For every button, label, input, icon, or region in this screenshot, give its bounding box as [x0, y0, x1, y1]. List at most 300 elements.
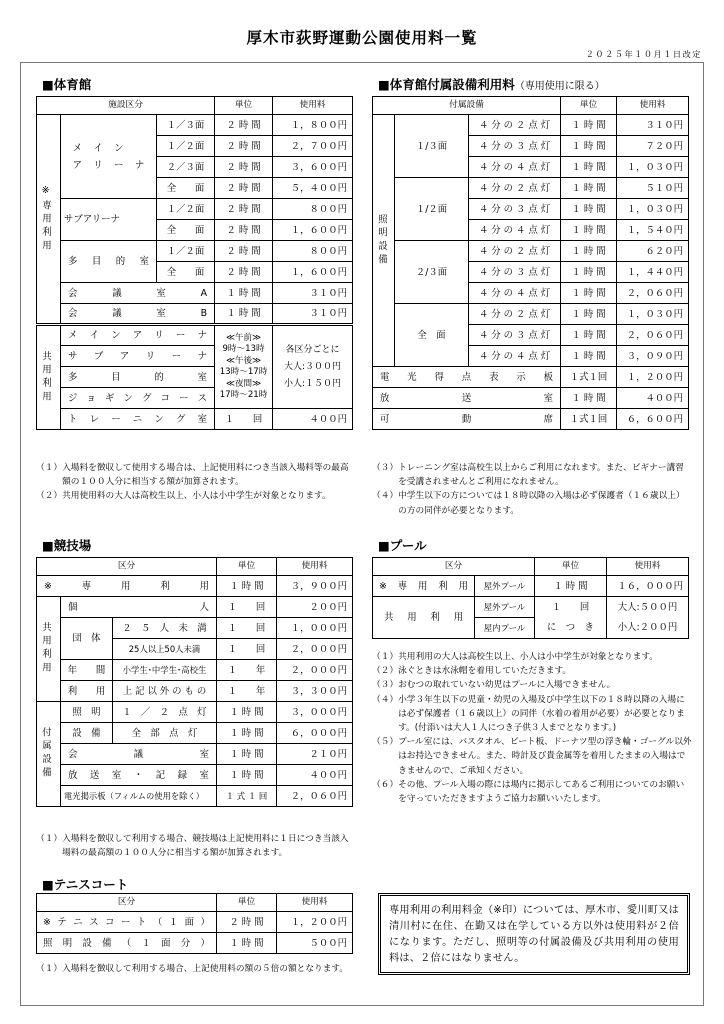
- c: 席: [543, 413, 554, 425]
- field-fee: ３，０００円: [277, 702, 353, 723]
- field-fee: ３，３００円: [277, 681, 353, 702]
- note-key: （１）: [36, 964, 63, 974]
- c: 用: [199, 580, 209, 592]
- lamp: ４ 分 の ４ 点 灯: [469, 283, 561, 304]
- c: 得: [434, 371, 444, 383]
- tennis-header-category: 区分: [37, 894, 217, 912]
- lamp-fee: ６２０円: [617, 241, 689, 262]
- c: 室: [543, 392, 554, 404]
- field-group-label: 団 体: [61, 618, 113, 660]
- shared-fee-note: 各区分ごとに: [285, 344, 340, 355]
- c: 設: [82, 937, 92, 949]
- c: ・: [133, 769, 144, 781]
- note-text: トレーニング室は高校生以上からご利用になれます。また、ビギナー講習を受講されませんとご利用になれません。: [398, 463, 684, 488]
- note-text: 共用利用の大人は高校生以上、小人は小中学生が対象となります。: [398, 652, 658, 662]
- equip-table: [372, 96, 689, 430]
- other-fee: １，２００円: [617, 367, 689, 388]
- lamp: ４ 分 の ３ 点 灯: [469, 325, 561, 346]
- lighting-label: 照明設備: [376, 213, 387, 268]
- c: ー: [171, 350, 182, 362]
- tennis-fee: ５００円: [277, 933, 353, 954]
- lamp-fee: ３，０９０円: [617, 346, 689, 367]
- gym-unit: ２ 時 間: [215, 115, 273, 136]
- shared-fee-child: 小人:１５０円: [284, 378, 342, 389]
- gym-unit: ２ 時 間: [215, 262, 273, 283]
- c: 室: [197, 413, 207, 425]
- c: 多: [68, 371, 78, 383]
- training-fee: ４００円: [273, 409, 353, 430]
- lamp-fee: １，０３０円: [617, 199, 689, 220]
- equip-notes: [372, 461, 692, 518]
- gym-room-a: [61, 283, 215, 304]
- c: 分: [180, 937, 191, 949]
- pool-exclusive-label: [373, 576, 475, 597]
- field-broadcast-label: [61, 765, 217, 786]
- c: 点: [461, 371, 472, 383]
- note-text: 中学生以下の方については１８時以降の入場は必ず保護者（１６歳以上）の方の同伴が必要となります。: [398, 491, 685, 516]
- c: テ: [57, 916, 67, 928]
- c: ）: [200, 937, 210, 949]
- lamp: ４ 分 の ３ 点 灯: [469, 136, 561, 157]
- note-key: （１）: [36, 834, 63, 844]
- c: コ: [160, 392, 170, 404]
- tennis-fee: １，２００円: [277, 912, 353, 933]
- field-fee: １，０００円: [277, 618, 353, 639]
- gym-fee: ３１０円: [273, 283, 353, 304]
- lamp-unit: １ 時 間: [561, 220, 617, 241]
- note-text: プール室には、バスタオル、ビート板、ドーナツ型の浮き輪・ゴーグル以外はお持込できません。また、時計及び貴金属等を着用したままの入場はできませんので、ご承知ください。: [398, 737, 692, 776]
- c: ）: [200, 916, 210, 928]
- c: メ: [68, 330, 78, 341]
- time-value: 13時〜17時: [219, 367, 268, 377]
- gym-area: 全 面: [157, 262, 215, 283]
- gym-area: 全 面: [157, 220, 215, 241]
- c: 用: [453, 612, 463, 623]
- main-arena-char: ナ: [134, 159, 145, 171]
- pool-place: 屋内プール: [475, 618, 535, 639]
- gym-table: [36, 96, 353, 430]
- c: 利: [430, 612, 440, 623]
- note-text: 泳ぐときは水泳帽を着用していただきます。: [398, 666, 572, 677]
- c: 放: [68, 769, 78, 781]
- c: 室: [111, 769, 122, 781]
- field-light-row: １ ／ ２ 点 灯: [113, 702, 217, 723]
- gym-area: １／３面: [157, 115, 215, 136]
- gym-group-shared-label: 共用利用: [40, 350, 51, 405]
- pool-header-fee: 使用料: [607, 558, 689, 576]
- field-fee: ４００円: [277, 765, 353, 786]
- field-attached-label: 付属設備: [40, 727, 51, 781]
- lighting-group: [373, 115, 395, 367]
- c: 室: [199, 769, 209, 781]
- main-arena-char: ン: [114, 142, 124, 154]
- gym-fee: ８００円: [273, 241, 353, 262]
- c: （: [121, 937, 132, 949]
- field-annual-row: 上 記 以 外 の も の: [113, 681, 217, 702]
- shared-item: [61, 409, 215, 430]
- shared-times: [215, 325, 273, 409]
- gym-unit: １ 時 間: [215, 283, 273, 304]
- gym-group-exclusive: [37, 115, 61, 325]
- c: 的: [154, 371, 164, 383]
- gym-unit: ２ 時 間: [215, 220, 273, 241]
- field-fee: ２，０００円: [277, 639, 353, 660]
- note-text: 入場料を徴収して利用する場合、上記使用料の額の５倍の額となります。: [62, 964, 349, 974]
- c: 議: [133, 748, 144, 760]
- field-display-label: 電光掲示板（フィルムの使用を除く）: [61, 786, 217, 807]
- field-shared-label: 共用利用: [40, 622, 51, 676]
- field-notes: [36, 832, 356, 860]
- c: ※: [44, 580, 52, 592]
- field-individual-label: [61, 597, 217, 618]
- c: ン: [111, 330, 121, 341]
- lighting-area: ２/３面: [395, 241, 469, 304]
- gym-header-fee: 使用料: [273, 97, 353, 115]
- main-arena-char: メ: [72, 142, 83, 154]
- training-unit: １ 回: [215, 409, 273, 430]
- lamp-fee: ７２０円: [617, 136, 689, 157]
- field-unit: １ 時 間: [217, 723, 277, 744]
- field-unit: １ 回: [217, 639, 277, 660]
- c: コ: [105, 916, 115, 928]
- c: 送: [89, 769, 100, 781]
- c: 電: [380, 371, 390, 383]
- field-exclusive-label: [37, 576, 217, 597]
- exclusive-fee-notice: 専用利用の利用料金（※印）については、厚木市、愛川町又は清川村に在住、在勤又は在学している方以外は使用料が２倍になります。ただし、照明等の付属設備及び共用利用の使用料は、２倍にはなりません。: [378, 893, 690, 975]
- note-text: その他、プール入場の際には場内に掲示してあるご利用についてのお願いを守っていただきますようご協力お願いいたします。: [398, 779, 685, 805]
- pool-shared-label: [373, 597, 475, 639]
- lamp: ４ 分 の ４ 点 灯: [469, 220, 561, 241]
- field-heading: ■競技場: [42, 538, 92, 553]
- equip-heading-main: ■体育館付属設備利用料: [378, 77, 515, 92]
- time-value: 17時〜21時: [219, 390, 268, 400]
- c: ※: [379, 580, 387, 592]
- room-a-char: 会: [68, 287, 78, 299]
- field-unit: １ 年: [217, 681, 277, 702]
- lamp-unit: １ 時 間: [561, 241, 617, 262]
- c: ※: [43, 916, 51, 928]
- c: 専: [397, 580, 408, 592]
- lighting-area: １/３面: [395, 115, 469, 178]
- tennis-light-label: [37, 933, 217, 954]
- lamp: ４ 分 の ３ 点 灯: [469, 262, 561, 283]
- note-key: （５）: [372, 737, 399, 748]
- field-header-unit: 単位: [217, 558, 277, 576]
- c: ー: [111, 413, 121, 425]
- gym-area: １／２面: [157, 136, 215, 157]
- shared-fee-adult: 大人:３００円: [284, 361, 342, 372]
- shared-fee: [273, 325, 353, 409]
- gym-sub-arena: サブアリーナ: [61, 199, 157, 241]
- tennis-header-fee: 使用料: [277, 894, 353, 912]
- revision-date: ２０２５年１０月１日改定: [585, 49, 702, 59]
- equip-heading: [378, 75, 605, 93]
- c: リ: [154, 330, 164, 341]
- note-key: （４）: [372, 491, 399, 502]
- c: ニ: [73, 916, 83, 928]
- pool-table: [372, 557, 689, 639]
- c: 板: [543, 371, 553, 383]
- c: ー: [121, 916, 131, 928]
- gym-unit: ２ 時 間: [215, 136, 273, 157]
- field-light-label: 設 備: [61, 723, 113, 744]
- c: ョ: [86, 392, 96, 404]
- gym-fee: １，６００円: [273, 220, 353, 241]
- c: 用: [418, 580, 428, 592]
- pool-header-unit: 単位: [535, 558, 607, 576]
- note-key: （３）: [372, 680, 399, 691]
- time-label: ≪午後≫: [225, 355, 262, 366]
- lamp: ４ 分 の ４ 点 灯: [469, 346, 561, 367]
- shared-item: [61, 346, 215, 367]
- c: １: [141, 937, 151, 949]
- lamp: ４ 分 の ２ 点 灯: [469, 115, 561, 136]
- pool-notes: [372, 650, 692, 806]
- lamp: ４ 分 の ２ 点 灯: [469, 178, 561, 199]
- lamp-fee: １，５４０円: [617, 220, 689, 241]
- page-title: 厚木市荻野運動公園使用料一覧: [246, 29, 478, 47]
- multi-char: 室: [139, 256, 149, 267]
- gym-area: １／２面: [157, 241, 215, 262]
- pool-unit: １ 時 間: [535, 576, 607, 597]
- gym-group-shared: [37, 325, 61, 430]
- c: ン: [123, 392, 133, 404]
- equip-heading-sub: （専用使用に限る）: [514, 81, 605, 92]
- gym-multi-room: [61, 241, 157, 283]
- room-b-char: 議: [112, 308, 122, 319]
- c: 示: [516, 371, 526, 383]
- gym-fee: ３１０円: [273, 304, 353, 325]
- c: ア: [132, 330, 143, 341]
- field-unit: １ 時 間: [217, 702, 277, 723]
- c: レ: [89, 413, 99, 425]
- note-text: 入場料を徴収して使用する場合は、上記使用料につき当該入場料等の最高額の１００人分に相当する額が加算されます。: [62, 463, 349, 488]
- broadcast-label: [373, 388, 561, 409]
- scoreboard-label: [373, 367, 561, 388]
- c: 可: [380, 413, 390, 425]
- c: 利: [438, 580, 448, 592]
- gym-unit: ２ 時 間: [215, 199, 273, 220]
- c: 動: [461, 413, 472, 425]
- c: ナ: [197, 330, 207, 341]
- field-annual-row: 小学生･中学生･高校生: [113, 660, 217, 681]
- c: １: [168, 916, 179, 928]
- lamp: ４ 分 の ２ 点 灯: [469, 241, 561, 262]
- field-unit: １ 式 １ 回: [217, 786, 277, 807]
- field-room-label: [61, 744, 217, 765]
- room-a-char: 議: [112, 287, 122, 299]
- note-text: おむつの取れていない幼児はプールに入場できません。: [398, 680, 616, 691]
- field-header-category: 区分: [37, 558, 217, 576]
- field-individual-unit: １ 回: [217, 597, 277, 618]
- lamp-unit: １ 時 間: [561, 157, 617, 178]
- field-group-row: ２ ５ 人 未 満: [113, 618, 217, 639]
- note-text: 入場料を徴収して利用する場合、競技場は上記使用料に１日につき当該入場料の最高額の１００人分に相当する額が加算されます。: [62, 834, 349, 859]
- time-label: ≪午前≫: [225, 332, 262, 343]
- field-unit: １ 時 間: [217, 765, 277, 786]
- pool-fee-adult: 大人:５００円: [607, 597, 689, 618]
- lamp: ４ 分 の ４ 点 灯: [469, 157, 561, 178]
- lamp-unit: １ 時 間: [561, 304, 617, 325]
- c: 用: [121, 580, 131, 592]
- c: 明: [62, 937, 73, 949]
- c: サ: [68, 350, 78, 362]
- other-unit: １式１回: [561, 367, 617, 388]
- field-header-fee: 使用料: [277, 558, 353, 576]
- equip-header-equipment: 付属設備: [373, 97, 561, 115]
- gym-unit: ２ 時 間: [215, 241, 273, 262]
- lamp-unit: １ 時 間: [561, 262, 617, 283]
- other-unit: １ 時 間: [561, 388, 617, 409]
- room-a-char: 室: [156, 287, 166, 299]
- c: グ: [142, 392, 152, 404]
- field-fee: ２，０００円: [277, 660, 353, 681]
- field-light-row: 全 部 点 灯: [113, 723, 217, 744]
- lamp: ４ 分 の ３ 点 灯: [469, 199, 561, 220]
- lamp-unit: １ 時 間: [561, 136, 617, 157]
- pool-heading: ■プール: [378, 538, 427, 553]
- field-attached-group: [37, 702, 61, 807]
- pool-place: 屋外プール: [475, 597, 535, 618]
- pool-header-category: 区分: [373, 558, 535, 576]
- lamp-unit: １ 時 間: [561, 115, 617, 136]
- c: 放: [380, 392, 390, 404]
- equip-header-unit: 単位: [561, 97, 617, 115]
- lamp-fee: １，０３０円: [617, 157, 689, 178]
- c: ス: [89, 916, 99, 928]
- note-text: 小学３年生以下の児童・幼児の入場及び中学生以下の１８時以降の入場には必ず保護者（１６歳以上）の同伴（水着の着用が必要）が必要となります。(付添いは大人１人につき子供３人までとなります。): [398, 694, 685, 734]
- gym-fee: ８００円: [273, 199, 353, 220]
- tennis-header-unit: 単位: [217, 894, 277, 912]
- field-unit: １ 年: [217, 660, 277, 681]
- c: 専: [81, 580, 92, 592]
- c: 録: [177, 769, 187, 781]
- gym-main-arena: [61, 115, 157, 199]
- gym-fee: ３，６００円: [273, 157, 353, 178]
- c: ギ: [105, 392, 115, 404]
- gym-unit: ２ 時 間: [215, 157, 273, 178]
- note-key: （１）: [36, 463, 63, 473]
- equip-header-fee: 使用料: [617, 97, 689, 115]
- c: リ: [145, 350, 156, 362]
- gym-fee: １，８００円: [273, 115, 353, 136]
- field-fee: ２１０円: [277, 744, 353, 765]
- lamp-unit: １ 時 間: [561, 283, 617, 304]
- gym-group-exclusive-label: ※専用利用: [40, 184, 51, 254]
- time-label: ≪夜間≫: [225, 378, 262, 389]
- lighting-area: １/２面: [395, 178, 469, 241]
- field-light-label: 照 明: [61, 702, 113, 723]
- tennis-heading: ■テニスコート: [42, 877, 129, 892]
- gym-fee: ２，７００円: [273, 136, 353, 157]
- c: 会: [68, 748, 78, 760]
- field-annual-label: 年 間: [61, 660, 113, 681]
- c: グ: [175, 413, 186, 425]
- c: 用: [458, 580, 468, 592]
- pool-unit: に つ き: [535, 618, 607, 639]
- room-b-char: 室: [156, 308, 166, 319]
- c: イ: [89, 330, 99, 341]
- room-b-char: B: [200, 308, 207, 319]
- c: 共: [384, 612, 394, 623]
- room-a-char: A: [200, 287, 208, 299]
- field-table: [36, 557, 353, 807]
- tennis-court-label: [37, 912, 217, 933]
- multi-char: 的: [115, 256, 126, 267]
- note-key: （４）: [372, 694, 399, 705]
- gym-area: ２／３面: [157, 157, 215, 178]
- gym-room-b: [61, 304, 215, 325]
- tennis-table: [36, 893, 353, 954]
- c: 用: [407, 612, 417, 623]
- note-key: （２）: [36, 491, 63, 502]
- other-fee: ６，６００円: [617, 409, 689, 430]
- main-arena-char: ア: [72, 159, 83, 171]
- c: 人: [199, 601, 209, 613]
- field-individual-fee: ２００円: [277, 597, 353, 618]
- c: 個: [68, 601, 78, 613]
- field-unit: １ 回: [217, 618, 277, 639]
- c: 送: [461, 392, 472, 404]
- lamp-unit: １ 時 間: [561, 199, 617, 220]
- other-unit: １式１回: [561, 409, 617, 430]
- lamp-fee: ５１０円: [617, 178, 689, 199]
- c: 備: [102, 937, 112, 949]
- lamp-unit: １ 時 間: [561, 325, 617, 346]
- c: ナ: [197, 350, 207, 362]
- c: 面: [161, 937, 171, 949]
- gym-header-facility: 施設区分: [37, 97, 215, 115]
- field-exclusive-fee: ３，９００円: [277, 576, 353, 597]
- main-arena-char: リ: [93, 159, 103, 171]
- multi-char: 目: [91, 256, 102, 267]
- gym-area: １／２面: [157, 199, 215, 220]
- gym-heading: ■体育館: [42, 77, 92, 92]
- field-unit: １ 時 間: [217, 744, 277, 765]
- other-fee: ４００円: [617, 388, 689, 409]
- lamp: ４ 分 の ２ 点 灯: [469, 304, 561, 325]
- pool-fee-child: 小人:２００円: [607, 618, 689, 639]
- c: ブ: [93, 350, 104, 362]
- c: ー: [179, 392, 189, 404]
- c: （: [152, 916, 163, 928]
- lamp-fee: ３１０円: [617, 115, 689, 136]
- lighting-area: 全 面: [395, 304, 469, 367]
- shared-item: [61, 367, 215, 388]
- c: 光: [407, 371, 417, 383]
- movable-seat-label: [373, 409, 561, 430]
- c: ー: [175, 330, 186, 341]
- c: ア: [119, 350, 130, 362]
- c: 利: [160, 580, 170, 592]
- main-arena-char: ー: [114, 159, 124, 171]
- field-exclusive-unit: １ 時 間: [217, 576, 277, 597]
- pool-fee: １６，０００円: [607, 576, 689, 597]
- c: 目: [111, 371, 121, 383]
- c: ト: [136, 916, 147, 928]
- lamp-unit: １ 時 間: [561, 346, 617, 367]
- c: ン: [154, 413, 164, 425]
- note-key: （３）: [372, 463, 399, 473]
- lamp-fee: ２，０６０円: [617, 283, 689, 304]
- gym-area: 全 面: [157, 178, 215, 199]
- pool-unit: １ 回: [535, 597, 607, 618]
- gym-fee: ５，４００円: [273, 178, 353, 199]
- c: 面: [184, 916, 195, 928]
- gym-fee: １，６００円: [273, 262, 353, 283]
- field-shared-group: [37, 597, 61, 702]
- tennis-unit: ２ 時 間: [217, 912, 277, 933]
